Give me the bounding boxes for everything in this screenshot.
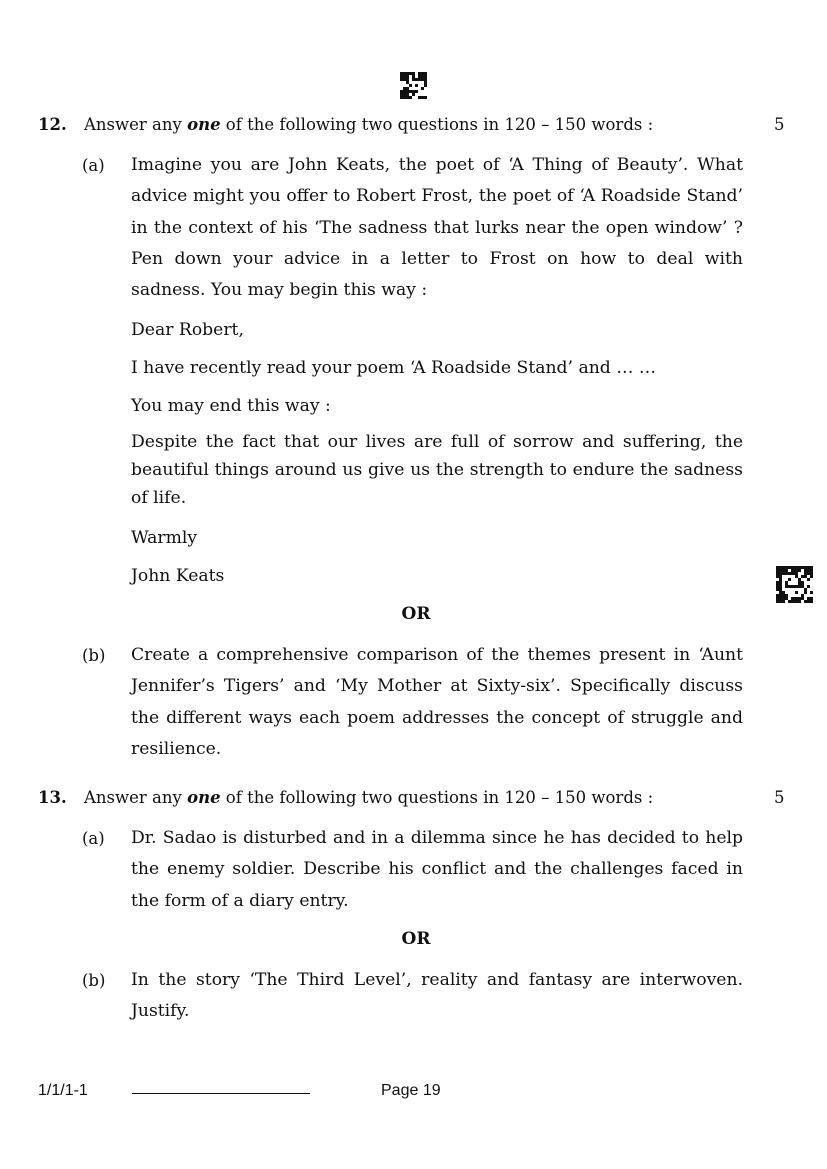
option-label: (b) [82, 971, 106, 990]
qr-code-icon [400, 72, 427, 99]
or-separator: OR [401, 604, 431, 624]
qr-code-icon [776, 566, 814, 604]
option-label: (a) [82, 829, 105, 848]
option-text: Imagine you are John Keats, the poet of ‘A Thing of Beauty’. What advice might you offer to Robert Frost, the poet of ‘A Roadside Stand’ in the context of his ‘The sadness that lurks near the open window’ ? Pen down your advice in a letter to Frost on how to deal with sadness. You may begin this way : [131, 155, 743, 301]
end-prompt: You may end this way : [131, 396, 331, 416]
or-separator: OR [401, 929, 431, 949]
instruction-emphasis: one [187, 788, 221, 807]
page-number: Page 19 [381, 1082, 441, 1099]
question-instruction [84, 788, 653, 807]
instruction-emphasis: one [187, 115, 221, 134]
question-marks: 5 [774, 788, 785, 807]
letter-signoff: Warmly [131, 528, 198, 548]
paper-code: 1/1/1-1 [38, 1082, 88, 1099]
footer-rule [132, 1093, 310, 1094]
letter-signature: John Keats [131, 566, 225, 586]
option-text: In the story ‘The Third Level’, reality and fantasy are interwoven. Justify. [131, 970, 743, 1022]
letter-opening: I have recently read your poem ‘A Roadside Stand’ and … … [131, 358, 657, 378]
option-text: Dr. Sadao is disturbed and in a dilemma since he has decided to help the enemy soldier. Describe his conflict and the challenges faced in the form of a diary entry. [131, 828, 743, 911]
letter-salutation: Dear Robert, [131, 320, 244, 340]
question-number: 12. [38, 115, 67, 134]
question-marks: 5 [774, 115, 785, 134]
option-text: Create a comprehensive comparison of the themes present in ‘Aunt Jennifer’s Tigers’ and ‘My Mother at Sixty-six’. Specifically discuss the different ways each poem addresses the concept of struggle and resilience. [131, 645, 743, 759]
instruction-text: Answer any [84, 115, 188, 134]
option-label: (a) [82, 156, 105, 175]
question-number: 13. [38, 788, 67, 807]
instruction-text: Answer any [84, 788, 188, 807]
instruction-text: of the following two questions in 120 – 150 words : [220, 115, 654, 134]
instruction-text: of the following two questions in 120 – 150 words : [220, 788, 654, 807]
letter-closing: Despite the fact that our lives are full of sorrow and suffering, the beautiful things around us give us the strength to endure the sadness of life. [131, 432, 743, 508]
question-instruction [84, 115, 653, 134]
option-label: (b) [82, 646, 106, 665]
